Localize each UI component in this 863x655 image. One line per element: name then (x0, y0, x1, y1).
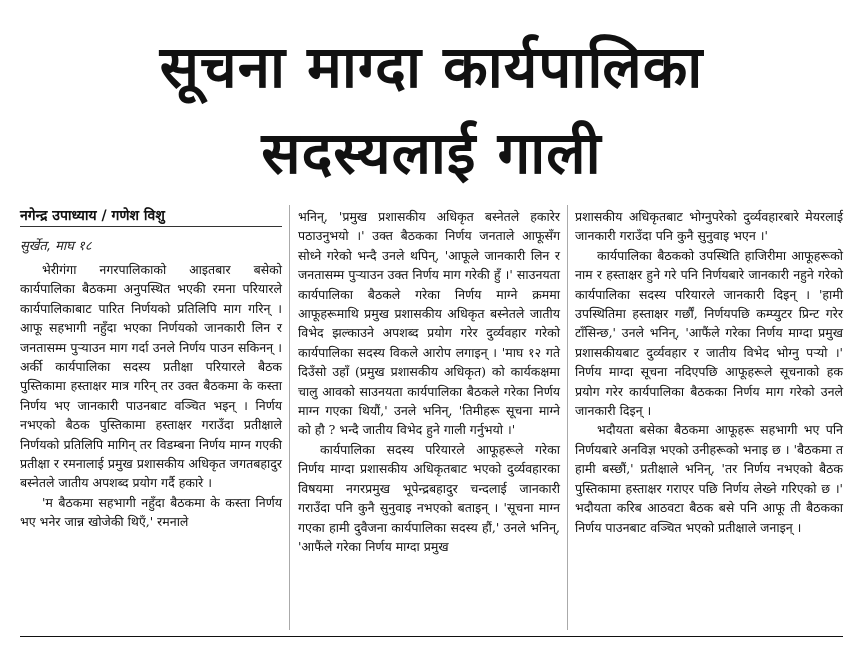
byline: नगेन्द्र उपाध्याय / गणेश विशु (20, 208, 165, 224)
paragraph: भेरीगंगा नगरपालिकाको आइतबार बसेको कार्यपालिका बैठकमा अनुपस्थित भएकी रमना परियारले कार्यपालिकाबाट पारित निर्णयको प्रतिलिपि माग गरिन् । आफू सहभागी नहुँदा भएका निर्णयको जानकारी लिन र जनतासम्म पुऱ्याउन माग गर्दा उनले निर्णय पाउन सकिनन् । अर्की कार्यपालिका सदस्य प्रतीक्षा परियारले बैठक पुस्तिकामा हस्ताक्षर मात्र गरिन् तर उक्त बैठकमा के कस्ता निर्णय भए जानकारी पाउनबाट वञ्चित भइन् । निर्णय नभएको बैठक पुस्तिकामा हस्ताक्षर गराउँदा प्रतीक्षाले निर्णयको प्रतिलिपि मागिन् तर विडम्बना निर्णय माग्न गएकी प्रतीक्षा र रमनालाई प्रमुख प्रशासकीय अधिकृत जगतबहादुर बस्नेतले जातीय अपशब्द प्रयोग गर्दै हकारे । (20, 262, 282, 491)
paragraph: भदौयता बसेका बैठकमा आफूहरू सहभागी भए पनि निर्णयबारे अनविज्ञ भएको उनीहरूको भनाइ छ । 'बैठकमा त हामी बस्छौं,' प्रतीक्षाले भनिन्, 'तर निर्णय नभएको बैठक पुस्तिकामा हस्ताक्षर गराएर पछि निर्णय लेख्ने गरिएको छ ।' भदौयता करिब आठवटा बैठक बसे पनि आफू ती बैठकका निर्णय पाउनबाट वञ्चित भएको प्रतीक्षाले जनाइन् । (575, 422, 843, 535)
column-divider-1 (289, 205, 290, 630)
article-column-2 (298, 207, 560, 556)
paragraph: कार्यपालिका बैठकको उपस्थिति हाजिरीमा आफूहरूको नाम र हस्ताक्षर हुने गरे पनि निर्णयबारे जानकारी नहुने गरेको कार्यपालिका सदस्य परियारले जानकारी दिइन् । 'हामी उपस्थितिमा हस्ताक्षर गर्छौं, निर्णयपछि कम्प्युटर प्रिन्ट गरेर टाँसिन्छ,' उनले भनिन्, 'आफैंले गरेका निर्णय माग्दा प्रमुख प्रशासकीयबाट दुर्व्यवहार र जातीय विभेद भोग्नु पऱ्यो ।' निर्णय माग्दा सूचना नदिएपछि आफूहरूले सूचनाको हक प्रयोग गरेर कार्यपालिका बैठकका निर्णय माग गरेको उनले जानकारी दिइन् । (575, 247, 843, 419)
byline-divider (20, 226, 282, 227)
paragraph: प्रशासकीय अधिकृतबाट भोग्नुपरेको दुर्व्यवहारबारे मेयरलाई जानकारी गराउँदा पनि कुनै सुनुवाइ भएन ।' (575, 209, 843, 244)
dateline: सुर्खेत, माघ १८ (20, 239, 92, 254)
headline-line-1: सूचना माग्दा कार्यपालिका (159, 33, 704, 101)
article-column-3 (575, 207, 843, 537)
headline-line-2: सदस्यलाई गाली (261, 119, 602, 187)
paragraph: कार्यपालिका सदस्य परियारले आफूहरूले गरेका निर्णय माग्दा प्रशासकीय अधिकृतबाट भएको दुर्व्यवहारका विषयमा नगरप्रमुख भूपेन्द्रबहादुर चन्दलाई जानकारी गराउँदा पनि कुनै सुनुवाइ नभएको बताइन् । 'सूचना माग्न गएका हामी दुवैजना कार्यपालिका सदस्य हौं,' उनले भनिन्, 'आफैंले गरेका निर्णय माग्दा प्रमुख (298, 441, 560, 554)
paragraph: 'म बैठकमा सहभागी नहुँदा बैठकमा के कस्ता निर्णय भए भनेर जान्न खोजेकी थिएँ,' रमनाले (20, 494, 282, 530)
column-divider-2 (567, 205, 568, 630)
paragraph: भनिन्, 'प्रमुख प्रशासकीय अधिकृत बस्नेतले हकारेर पठाउनुभयो ।' उक्त बैठकका निर्णय जनताले आफूसँग सोध्ने गरेको भन्दै उनले थपिन्, 'आफूले जानकारी लिन र जनतासम्म पुऱ्याउन उक्त निर्णय माग गरेकी हुँ ।' साउनयता कार्यपालिका बैठकले गरेका निर्णय माग्ने क्रममा आफूहरूमाथि प्रमुख प्रशासकीय अधिकृत बस्नेतले जातीय विभेद झल्काउने अपशब्द प्रयोग गरेर दुर्व्यवहार गरेको कार्यपालिका सदस्य विकले आरोप लगाइन् । 'माघ १२ गते दिउँसो उहाँ (प्रमुख प्रशासकीय अधिकृत) को कार्यकक्षमा चालु आवको साउनयता कार्यपालिका बैठकले गरेका निर्णय माग्न गएका थियौं,' उनले भनिन्, 'तिमीहरू सूचना माग्ने को हौ ? भन्दै जातीय विभेद हुने गाली गर्नुभयो ।' (298, 209, 560, 438)
bottom-rule (20, 636, 843, 637)
article-column-1 (20, 260, 282, 532)
